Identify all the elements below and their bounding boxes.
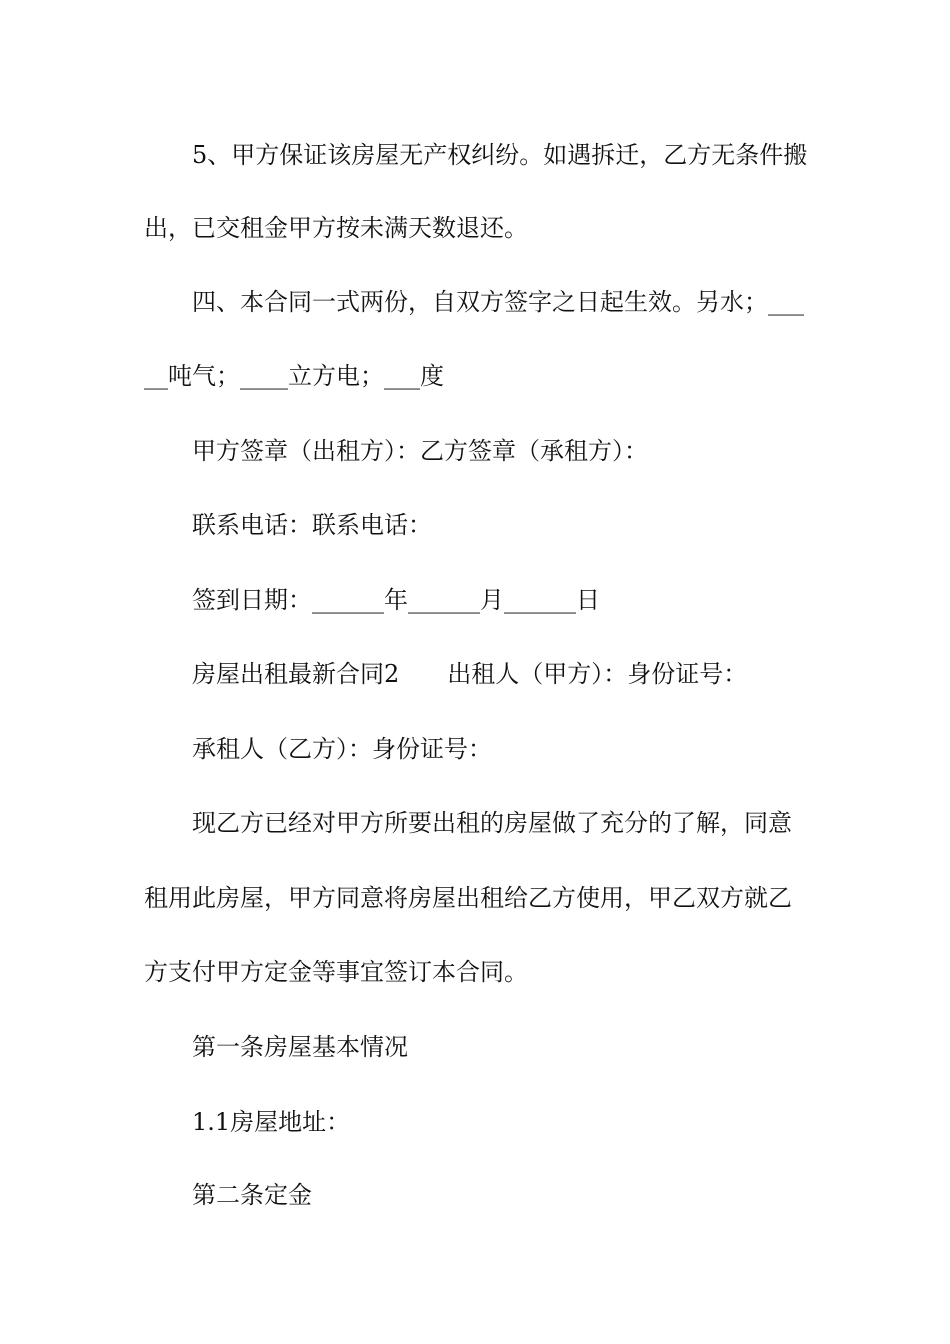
- clause-5-line-2: 出，已交租金甲方按未满天数退还。: [144, 214, 528, 242]
- contract-2-title-line: [192, 659, 747, 689]
- article-2-heading: 第二条定金: [192, 1181, 312, 1209]
- signature-line: 甲方签章（出租方）：乙方签章（承租方）：: [192, 437, 648, 465]
- lessor-id-label: 出租人（甲方）：身份证号：: [447, 660, 748, 688]
- clause-4-line-2: __吨气；____立方电；___度: [144, 362, 444, 390]
- clause-4-line-1: 四、本合同一式两份，自双方签字之日起生效。另水；___: [192, 288, 804, 316]
- intro-paragraph-line-1: 现乙方已经对甲方所要出租的房屋做了充分的了解，同意: [192, 809, 792, 837]
- property-address-line: 1.1房屋地址：: [192, 1108, 351, 1136]
- lessee-id-line: 承租人（乙方）：身份证号：: [192, 735, 492, 763]
- sign-date-line: 签到日期：______年______月______日: [192, 586, 600, 614]
- contract-2-title: 房屋出租最新合同2: [192, 660, 400, 688]
- intro-paragraph-line-2: 租用此房屋，甲方同意将房屋出租给乙方使用，甲乙双方就乙: [144, 884, 792, 912]
- clause-5-line-1: 5、甲方保证该房屋无产权纠纷。如遇拆迁，乙方无条件搬: [192, 141, 808, 169]
- phone-line: 联系电话：联系电话：: [192, 511, 432, 539]
- intro-paragraph-line-3: 方支付甲方定金等事宜签订本合同。: [144, 958, 528, 986]
- article-1-heading: 第一条房屋基本情况: [192, 1033, 408, 1061]
